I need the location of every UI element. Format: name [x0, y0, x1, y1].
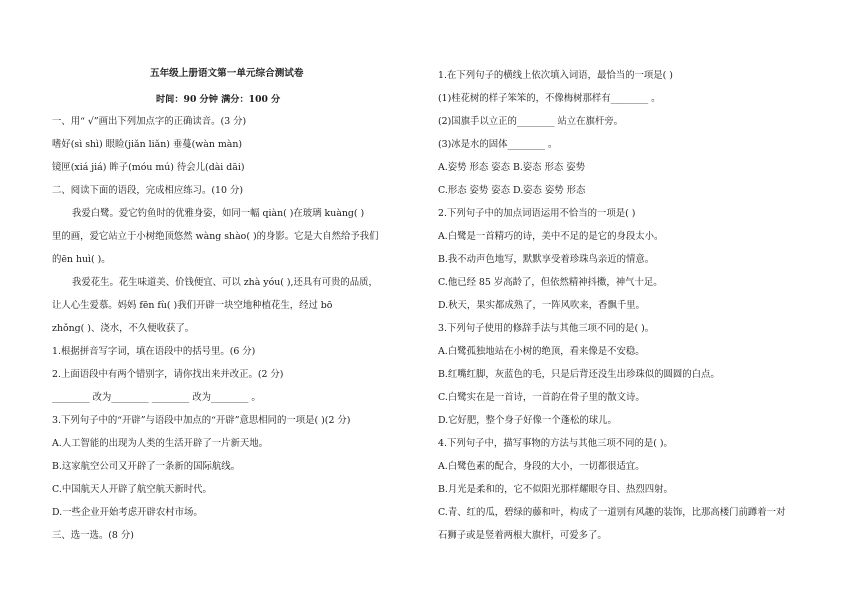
mc-4-option-c-cont: 石狮子或是竖着两根大旗杆，可爱多了。	[438, 530, 607, 541]
mc-1-options-ab: A.姿势 形态 姿态 B.姿态 形态 姿势	[438, 162, 586, 173]
passage-2-line-2: 让人心生爱慕。妈妈 fēn fù( )我们开辟一块空地种植花生，经过 bō	[52, 300, 333, 311]
mc-3-option-b: B.红嘴红脚，灰蓝色的毛，只是后背还没生出珍珠似的圆圆的白点。	[438, 369, 720, 380]
question-1-row-2: 镜匣(xiá jiá) 眸子(móu mú) 待会儿(dài dāi)	[52, 162, 245, 173]
mc-3-option-a: A.白鹭孤独地站在小树的绝顶，看来像是不安稳。	[438, 346, 645, 357]
passage-1-line-3: 的ēn huì( )。	[52, 254, 111, 265]
mc-4-option-a: A.白鹭色素的配合，身段的大小，一切都很适宜。	[438, 461, 645, 472]
mc-3-option-c: C.白鹭实在是一首诗，一首韵在骨子里的散文诗。	[438, 392, 645, 403]
question-2-3-option-a: A.人工智能的出现为人类的生活开辟了一片新天地。	[52, 438, 269, 449]
passage-1-line-2: 里的画，爱它站立于小树绝顶悠然 wàng shào( )的身影。它是大自然给予我们	[52, 231, 379, 242]
question-2-3: 3.下列句子中的“开辟”与语段中加点的“开辟”意思相同的一项是( )(2 分)	[52, 415, 351, 426]
mc-3: 3.下列句子使用的修辞手法与其他三项不同的是( )。	[438, 323, 655, 334]
page-title: 五年级上册语文第一单元综合测试卷	[150, 68, 304, 79]
question-1-row-1: 嗜好(sì shì) 眼睑(jiǎn liǎn) 垂蔓(wàn màn)	[52, 139, 243, 150]
question-2-2: 2.上面语段中有两个错别字，请你找出来并改正。(2 分)	[52, 369, 284, 380]
mc-1: 1.在下列句子的横线上依次填入词语，最恰当的一项是( )	[438, 70, 673, 81]
mc-4-option-c: C.青、红的瓜，碧绿的藤和叶，构成了一道别有风趣的装饰，比那高楼门前蹲着一对	[438, 507, 786, 518]
mc-1-sentence-1: (1)桂花树的样子笨笨的，不像梅树那样有________ 。	[438, 93, 661, 104]
question-2-3-option-c: C.中国航天人开辟了航空航天新时代。	[52, 484, 212, 495]
mc-2: 2.下列句子中的加点词语运用不恰当的一项是( )	[438, 208, 636, 219]
mc-1-sentence-3: (3)冰是水的固体________ 。	[438, 139, 558, 150]
mc-2-option-a: A.白鹭是一首精巧的诗，美中不足的是它的身段太小。	[438, 231, 664, 242]
mc-4-option-b: B.月光是柔和的，它不似阳光那样耀眼夺目、热烈四射。	[438, 484, 673, 495]
question-1-heading: 一、用“ √”画出下列加点字的正确读音。(3 分)	[52, 116, 247, 127]
question-2-3-option-b: B.这家航空公司又开辟了一条新的国际航线。	[52, 461, 240, 472]
mc-2-option-b: B.我不动声色地写，默默享受着珍珠鸟亲近的情意。	[438, 254, 655, 265]
mc-1-options-cd: C.形态 姿势 姿态 D.姿态 姿势 形态	[438, 185, 586, 196]
mc-4: 4.下列句子中，描写事物的方法与其他三项不同的是( )。	[438, 438, 673, 449]
mc-1-sentence-2: (2)国旗手以立正的________ 站立在旗杆旁。	[438, 116, 624, 127]
passage-1-line-1: 我爱白鹭。爱它钓鱼时的优雅身姿，如同一幅 qiàn( )在玻璃 kuàng( )	[72, 208, 365, 219]
passage-2-line-1: 我爱花生。花生味道美、价钱便宜、可以 zhà yóu( ),还具有可贵的品质，	[72, 277, 378, 288]
mc-2-option-d: D.秋天，果实都成熟了，一阵风吹来，香飘千里。	[438, 300, 646, 311]
mc-2-option-c: C.他已经 85 岁高龄了，但依然精神抖擞，神气十足。	[438, 277, 663, 288]
question-2-3-option-d: D.一些企业开始考虑开辟农村市场。	[52, 507, 203, 518]
question-2-heading: 二、阅读下面的语段，完成相应练习。(10 分)	[52, 185, 243, 196]
question-2-2-blanks: ________ 改为________ ________ 改为________ 。	[52, 392, 261, 403]
question-3-heading: 三、选一选。(8 分)	[52, 530, 134, 541]
mc-3-option-d: D.它好肥，整个身子好像一个蓬松的球儿。	[438, 415, 617, 426]
question-2-1: 1.根据拼音写字词，填在语段中的括号里。(6 分)	[52, 346, 256, 357]
exam-meta: 时间：90 分钟 满分：100 分	[156, 94, 281, 105]
passage-2-line-3: zhǒng( )、浇水，不久便收获了。	[52, 323, 195, 334]
